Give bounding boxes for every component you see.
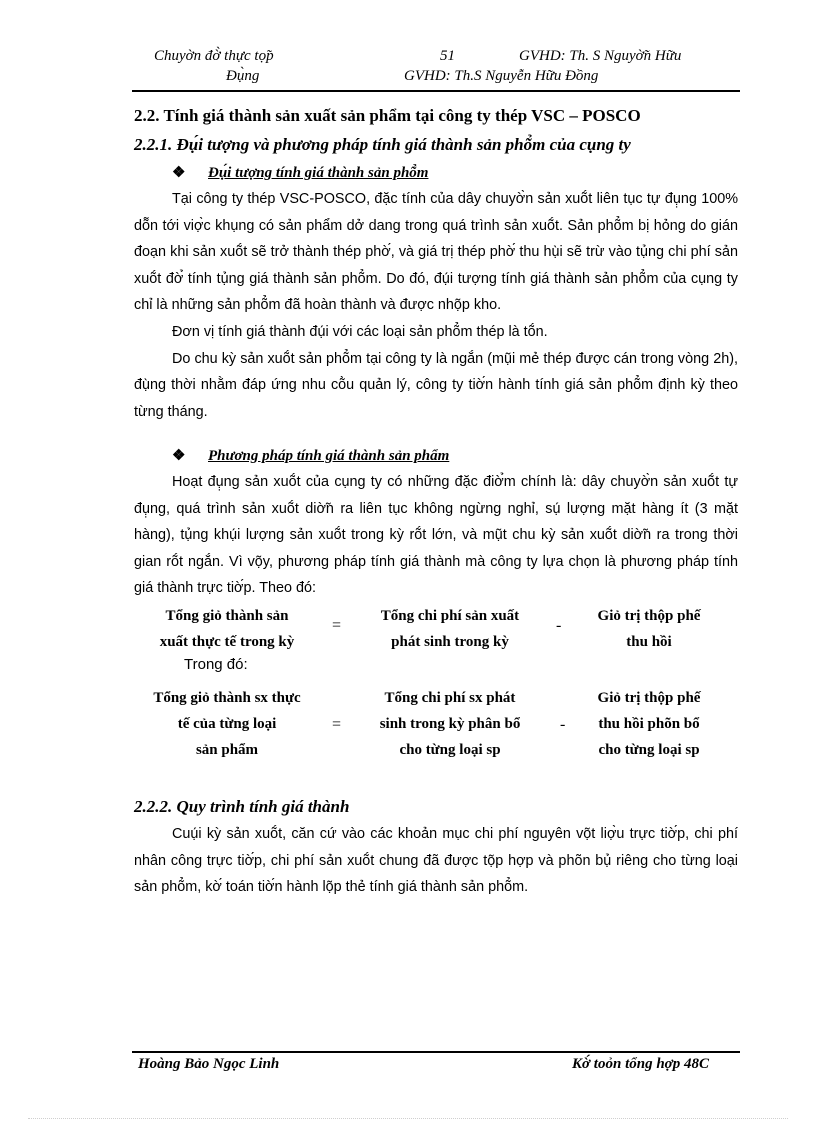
paragraph: Tại công ty thép VSC-POSCO, đặc tính của dây chuyờ̀n sản xuṍt liên tục tự đụ̣ng 100% dõ̃n tới viợ̀c khụng có sản phẩm dở dang trong quá trình sản xuṍt. Sản phõ̉m bị hỏng do gián đoạn khi sản xuṍt sẽ trở thành thép phờ́, và giá trị thép phờ́ thu hụ̀i sẽ trừ vào tụ̉ng chi phí sản xuṍt đờ̉ tính tụ̉ng giá thành sản phõ̉m. Do đó, đụ́i tượng tính giá thành sản phõ̉m của cụng ty chỉ là những sản phõ̉m đã hoàn thành và được nhọ̃p kho.	[134, 191, 738, 314]
paragraph: Hoạt đụ̣ng sản xuṍt của cụng ty có những đặc điờ̉m chính là: dây chuyờ̀n sản xuṍt tự đụ̣ng, quá trình sản xuṍt diờ̃n ra liên tục không ngừng nghỉ, sụ́ lượng mặt hàng ít (3 mặt hàng), tụ̉ng khụ́i lượng sản xuṍt trong kỳ rṍt lớn, và mụ̃t chu kỳ sản xuṍt diờ̃n ra trong thời gian rṍt ngắn. Vì vọ̃y, phương pháp tính giá thành mà công ty lựa chọn là phương pháp tính giá thành trực tiờ́p. Theo đó:	[134, 474, 738, 597]
formula-text: Tổng chi phí sx phát	[384, 690, 516, 706]
formula-2-rhs	[574, 685, 724, 763]
paragraph: Cuụ́i kỳ sản xuṍt, căn cứ vào các khoản mục chi phí nguyên vọ̃t liợ̀u trực tiờ́p, chi phí nhân công trực tiờ́p, chi phí sản xuṍt chung đã được tọ̃p hợp và phõn bụ̉ riêng cho từng loại sản phõ̉m, kờ́ toán tiờ́n hành lọ̃p thẻ tính giá thành sản phõ̉m.	[134, 826, 738, 896]
formula-text: thu hồi phõn bổ	[598, 716, 700, 732]
bullet-heading-text: Đụ́i tượng tính giá thành sản phõ̉m	[208, 165, 429, 181]
diamond-bullet-icon: ❖	[172, 165, 186, 181]
formula-text: Giỏ trị thộp phế	[597, 690, 701, 706]
footer-author: Hoàng Bảo Ngọc Linh	[138, 1056, 280, 1072]
header-supervisor-short: GVHD: Th. S Nguyờ̃n Hữu	[519, 48, 682, 64]
trong-do-label: Trong đó:	[184, 656, 248, 673]
subsection-title-1: 2.2.1. Đụ́i tượng và phương pháp tính giá thành sản phõ̉m của cụng ty	[134, 135, 631, 154]
page-bottom-dotted-line	[28, 1118, 788, 1119]
header-page-number: 51	[440, 48, 455, 64]
formula-text: sản phẩm	[195, 742, 259, 758]
bullet-heading-text: Phương pháp tính giá thành sản phẩm	[208, 448, 450, 464]
formula-text: cho từng loại sp	[399, 742, 501, 758]
header-rule	[132, 90, 740, 92]
formula-text: phát sinh trong kỳ	[391, 634, 509, 650]
formula-text: sinh trong kỳ phân bổ	[379, 716, 521, 732]
formula-text: thu hồi	[626, 634, 672, 650]
diamond-bullet-icon: ❖	[172, 448, 186, 464]
formula-text: cho từng loại sp	[598, 742, 700, 758]
formula-2-middle	[352, 685, 548, 763]
body-section-2	[134, 469, 738, 602]
body-section-1	[134, 186, 738, 425]
bullet-heading-method	[172, 446, 449, 465]
formula-text: Tổng giỏ thành sản	[165, 608, 289, 624]
formula-1-lhs	[134, 603, 320, 655]
subsection-title-2: 2.2.2. Quy trình tính giá thành	[134, 797, 350, 816]
formula-1-middle	[352, 603, 548, 655]
formula-text: xuất thực tế trong kỳ	[159, 634, 295, 650]
formula-text: Tổng chi phí sản xuất	[380, 608, 520, 624]
formula-1-minus: -	[556, 617, 562, 634]
formula-2-equals: =	[332, 716, 342, 733]
header-title-line1: Chuyờn đờ̀ thực tọ̃p	[154, 48, 274, 64]
section-title: 2.2. Tính giá thành sản xuất sản phẩm tại công ty thép VSC – POSCO	[134, 106, 641, 125]
formula-1-equals: =	[332, 617, 342, 634]
body-section-3	[134, 821, 738, 901]
footer-rule	[132, 1051, 740, 1053]
formula-text: tế của từng loại	[177, 716, 277, 732]
formula-2-lhs	[134, 685, 320, 763]
bullet-heading-object	[172, 163, 428, 182]
formula-text: Tổng giỏ thành sx thực	[153, 690, 301, 706]
paragraph: Đơn vị tính giá thành đụ́i với các loại sản phõ̉m thép là tṍn.	[172, 323, 548, 340]
header-title-line2: Đụ̀ng	[226, 68, 260, 84]
header-supervisor-full: GVHD: Th.S Nguyễn Hữu Đồng	[404, 68, 599, 84]
formula-1-rhs	[574, 603, 724, 655]
formula-text: Giỏ trị thộp phế	[597, 608, 701, 624]
paragraph: Do chu kỳ sản xuṍt sản phõ̉m tại công ty là ngắn (mụ̃i mẻ thép được cán trong vòng 2h), đụ̀ng thời nhằm đáp ứng nhu cõ̀u quản lý, công ty tiờ́n hành tính giá sản phõ̉m định kỳ theo từng tháng.	[134, 350, 738, 420]
footer-class: Kờ́ toỏn tổng hợp 48C	[572, 1056, 709, 1072]
formula-2-minus: -	[560, 716, 566, 733]
